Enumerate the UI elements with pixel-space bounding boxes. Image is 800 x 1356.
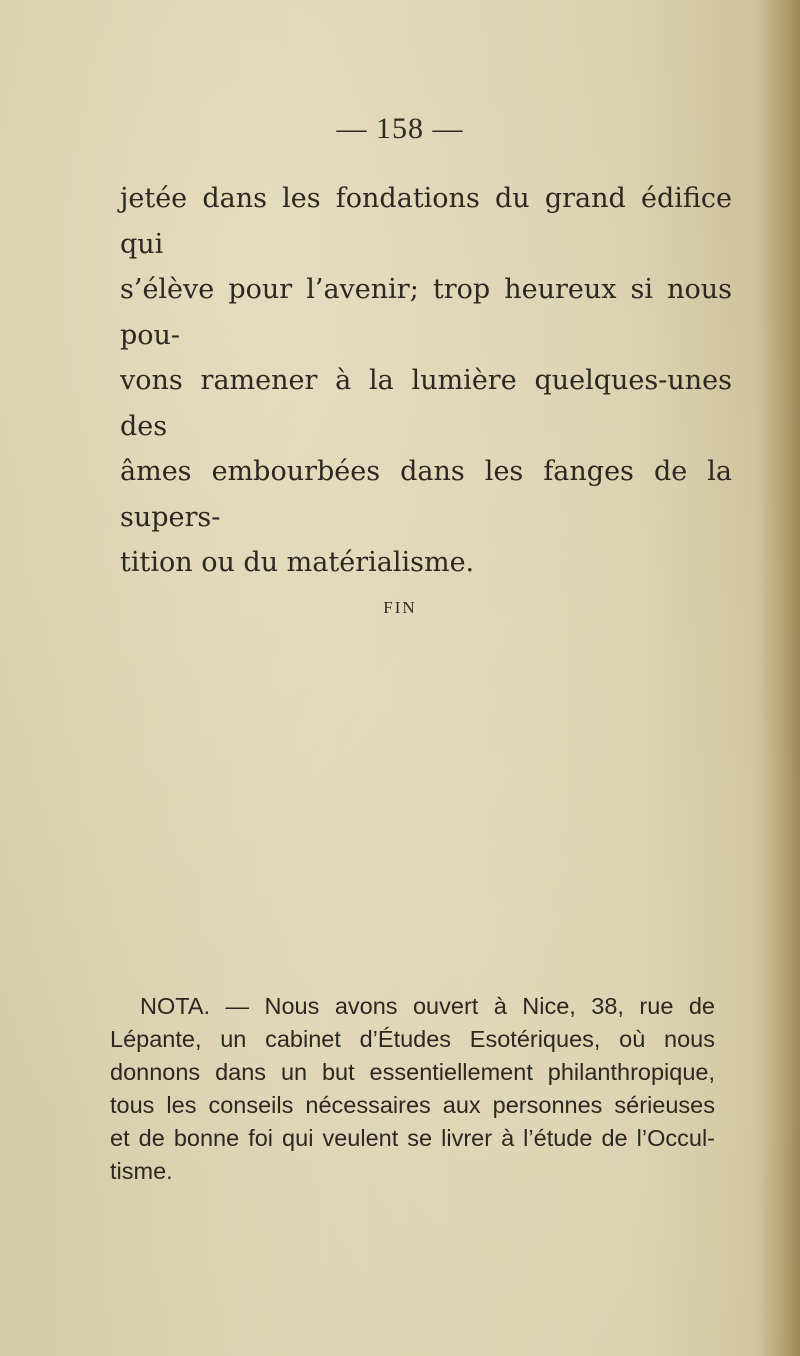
nota-line: NOTA. — Nous avons ouvert à Nice, 38, rue de xyxy=(140,993,715,1019)
nota-line: Lépante, un cabinet d’Études Esotériques, où nous xyxy=(110,1026,715,1052)
page-edge-shadow xyxy=(760,0,800,1356)
body-line: jetée dans les fondations du grand édifice qui xyxy=(120,183,732,260)
fin-mark: FIN xyxy=(383,598,417,617)
body-line: vons ramener à la lumière quelques-unes des xyxy=(120,365,732,442)
body-line: s’élève pour l’avenir; trop heureux si nous pou- xyxy=(120,274,732,351)
body-line: âmes embourbées dans les fanges de la supers- xyxy=(120,456,732,533)
nota-line: tous les conseils nécessaires aux personnes sérieuses xyxy=(110,1092,715,1118)
body-line: tition ou du matérialisme. xyxy=(120,547,475,578)
page-number: — 158 — xyxy=(336,112,464,145)
nota-line: et de bonne foi qui veulent se livrer à l’étude de l’Occul- xyxy=(110,1125,715,1151)
body-paragraph xyxy=(120,176,732,586)
nota-paragraph xyxy=(110,990,715,1188)
nota-line: donnons dans un but essentiellement philanthropique, xyxy=(110,1059,715,1085)
nota-line: tisme. xyxy=(110,1158,173,1184)
